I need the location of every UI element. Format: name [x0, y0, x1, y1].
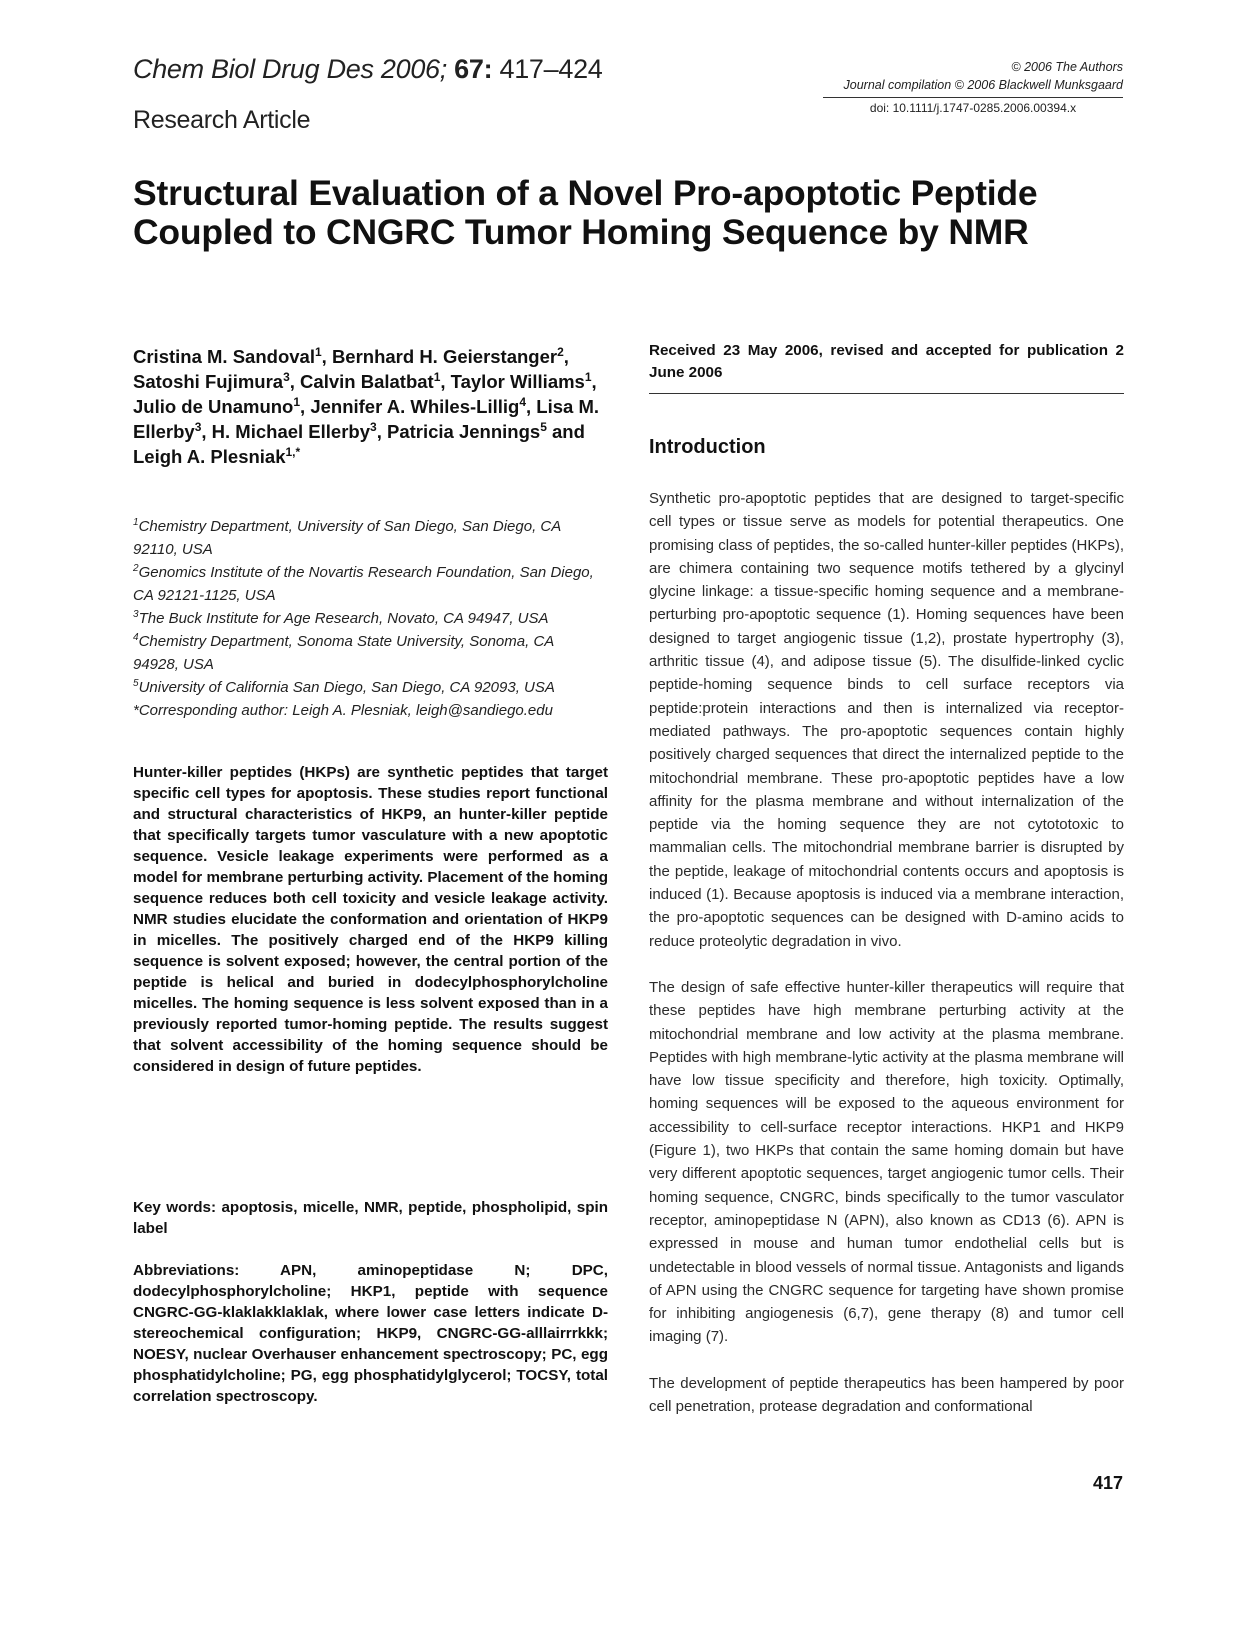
affiliation-number: 1	[133, 517, 139, 528]
author-name: H. Michael Ellerby	[211, 421, 371, 442]
doi-divider	[823, 97, 1123, 98]
author-affiliation-mark: 1	[433, 369, 441, 384]
author-name: Jennifer A. Whiles-Lillig	[310, 396, 520, 417]
author-affiliation-mark: 1	[314, 344, 322, 359]
author-separator: ,	[321, 346, 332, 367]
author-affiliation-mark: 1,*	[285, 444, 301, 459]
author-affiliation-mark: 1	[293, 394, 301, 409]
intro-paragraph: The development of peptide therapeutics has been hampered by poor cell penetration, protease degradation and conformational	[649, 1374, 1124, 1415]
introduction-body	[649, 487, 1124, 1441]
journal-volume: 67:	[454, 54, 493, 84]
author-separator: ,	[300, 396, 311, 417]
author-affiliation-mark: 5	[540, 419, 547, 434]
author-name: Cristina M. Sandoval	[133, 346, 315, 367]
affiliation-number: 3	[133, 609, 139, 620]
author-affiliation-mark: 3	[194, 419, 202, 434]
author-name: Patricia Jennings	[386, 421, 541, 442]
key-words: Key words: apoptosis, micelle, NMR, peptide, phospholipid, spin label	[133, 1199, 608, 1237]
author-list	[133, 344, 603, 469]
author-affiliation-mark: 1	[584, 369, 592, 384]
author-separator: ,	[376, 421, 387, 442]
author-affiliation-mark: 2	[557, 344, 564, 359]
author-separator: ,	[440, 371, 451, 392]
affiliation-number: 5	[133, 678, 139, 689]
affiliation-text: The Buck Institute for Age Research, Novato, CA 94947, USA	[138, 610, 549, 627]
page-number: 417	[1092, 1473, 1123, 1493]
author-name: Leigh A. Plesniak	[133, 446, 286, 467]
author-separator: and	[546, 421, 585, 442]
affiliation-item	[133, 515, 603, 561]
journal-citation	[133, 54, 603, 85]
affiliation-text: Chemistry Department, University of San Diego, San Diego, CA 92110, USA	[133, 518, 561, 558]
author-affiliation-mark: 3	[370, 419, 377, 434]
affiliation-item	[133, 561, 603, 607]
introduction-heading: Introduction	[649, 436, 766, 458]
author-name: Calvin Balatbat	[300, 371, 434, 392]
abstract: Hunter-killer peptides (HKPs) are synthetic peptides that target specific cell types for apoptosis. These studies report functional and structural characteristics of HKP9, an hunter-killer peptide that specifically targets tumor vasculature with a new apoptotic sequence. Vesicle leakage experiments were performed as a model for membrane perturbing activity. Placement of the homing sequence reduces both cell toxicity and vesicle leakage activity. NMR studies elucidate the conformation and orientation of HKP9 in micelles. The positively charged end of the HKP9 killing sequence is solvent exposed; however, the central portion of the peptide is helical and buried in dodecylphosphorylcholine micelles. The homing sequence is less solvent exposed than in a previously reported tumor-homing peptide. The results suggest that solvent accessibility of the homing sequence should be considered in design of future peptides.	[133, 764, 608, 1075]
affiliation-number: 4	[133, 632, 139, 643]
affiliation-number: 2	[133, 563, 139, 574]
abbreviations: Abbreviations: APN, aminopeptidase N; DPC, dodecylphosphorylcholine; HKP1, peptide with sequence CNGRC-GG-klaklakklaklak, where lower case letters indicate D-stereochemical configuration; HKP9, CNGRC-GG-alllairrrkkk; NOESY, nuclear Overhauser enhancement spectroscopy; PC, egg phosphatidylcholine; PG, egg phosphatidylglycerol; TOCSY, total correlation spectroscopy.	[133, 1262, 608, 1405]
affiliation-item	[133, 676, 603, 699]
author-affiliation-mark: 4	[519, 394, 527, 409]
doi[interactable]: doi: 10.1111/j.1747-0285.2006.00394.x	[869, 101, 1077, 115]
author-separator: ,	[289, 371, 301, 392]
author-name: Satoshi Fujimura	[133, 371, 284, 392]
journal-pages: 417–424	[499, 54, 603, 84]
affiliation-text: Genomics Institute of the Novartis Research Foundation, San Diego, CA 92121-1125, USA	[133, 564, 594, 604]
copyright-block	[803, 58, 1123, 94]
affiliation-text: University of California San Diego, San Diego, CA 92093, USA	[138, 679, 555, 696]
affiliations	[133, 515, 603, 722]
author-name: Bernhard H. Geierstanger	[331, 346, 558, 367]
journal-name: Chem Biol Drug Des 2006;	[133, 54, 447, 84]
affiliation-list	[133, 515, 603, 699]
journal-compilation-line: Journal compilation © 2006 Blackwell Munksgaard	[843, 78, 1123, 92]
received-divider	[649, 393, 1124, 394]
author-separator: ,	[526, 396, 537, 417]
author-name: Lisa M. Ellerby	[133, 396, 600, 442]
author-separator: ,	[591, 371, 597, 392]
article-type: Research Article	[133, 106, 311, 134]
received-date: Received 23 May 2006, revised and accepted for publication 2 June 2006	[649, 342, 1124, 381]
intro-paragraph: The design of safe effective hunter-killer therapeutics will require that these peptides have high membrane perturbing activity at the mitochondrial membrane and low activity at the plasma membrane. Peptides with high membrane-lytic activity at the plasma membrane will have low tissue specificity and therefore, high toxicity. Optimally, homing sequences will be exposed to the aqueous environment for accessibility to cell-surface receptor interactions. HKP1 and HKP9 (Figure 1), two HKPs that contain the same homing domain but have very different apoptotic sequences, target angiogenic tumor cells. Their homing sequence, CNGRC, binds specifically to the tumor vasculator receptor, aminopeptidase N (APN), also known as CD13 (6). APN is expressed in mouse and human tumor endothelial cells but is undetectable in blood vessels of normal tissue. Antagonists and ligands of APN using the CNGRC sequence for targeting have shown promise for inhibiting angiogenesis (6,7), gene therapy (8) and tumor cell imaging (7).	[649, 978, 1124, 1346]
intro-paragraph: Synthetic pro-apoptotic peptides that are designed to target-specific cell types or tissue serve as models for potential therapeutics. One promising class of peptides, the so-called hunter-killer peptides (HKPs), are chimera containing two sequence motifs tethered by a glycinyl glycine linkage: a tissue-specific homing sequence and a membrane-perturbing pro-apoptotic sequence (1). Homing sequences have been designed to target angiogenic tissue (1,2), prostate hypertrophy (3), arthritic tissue (4), and adipose tissue (5). The disulfide-linked cyclic peptide-homing sequence binds to cell surface receptors via peptide:protein interactions and then is internalized via receptor-mediated pathways. The pro-apoptotic sequences contain highly positively charged sequences that direct the internalized peptide to the mitochondrial membrane. These pro-apoptotic peptides have a low affinity for the plasma membrane and without internalization of the peptide via the homing sequence they are not cytototoxic to mammalian cells. The mitochondrial membrane barrier is disrupted by the peptide, leakage of mitochondrial contents occurs and apoptosis is induced (1). Because apoptosis is induced via a membrane interaction, the pro-apoptotic sequences can be designed with D-amino acids to reduce proteolytic degradation in vivo.	[649, 490, 1124, 950]
author-name: Taylor Williams	[450, 371, 585, 392]
affiliation-item	[133, 607, 603, 630]
copyright-line: © 2006 The Authors	[1011, 60, 1123, 74]
author-affiliation-mark: 3	[283, 369, 290, 384]
corresponding-author: *Corresponding author: Leigh A. Plesniak, leigh@sandiego.edu	[133, 702, 553, 719]
article-title: Structural Evaluation of a Novel Pro-apoptotic Peptide Coupled to CNGRC Tumor Homing Sequence by NMR	[133, 173, 1038, 252]
author-separator: ,	[201, 421, 212, 442]
author-separator: ,	[563, 346, 569, 367]
author-name: Julio de Unamuno	[133, 396, 294, 417]
affiliation-text: Chemistry Department, Sonoma State University, Sonoma, CA 94928, USA	[133, 633, 554, 673]
affiliation-item	[133, 630, 603, 676]
